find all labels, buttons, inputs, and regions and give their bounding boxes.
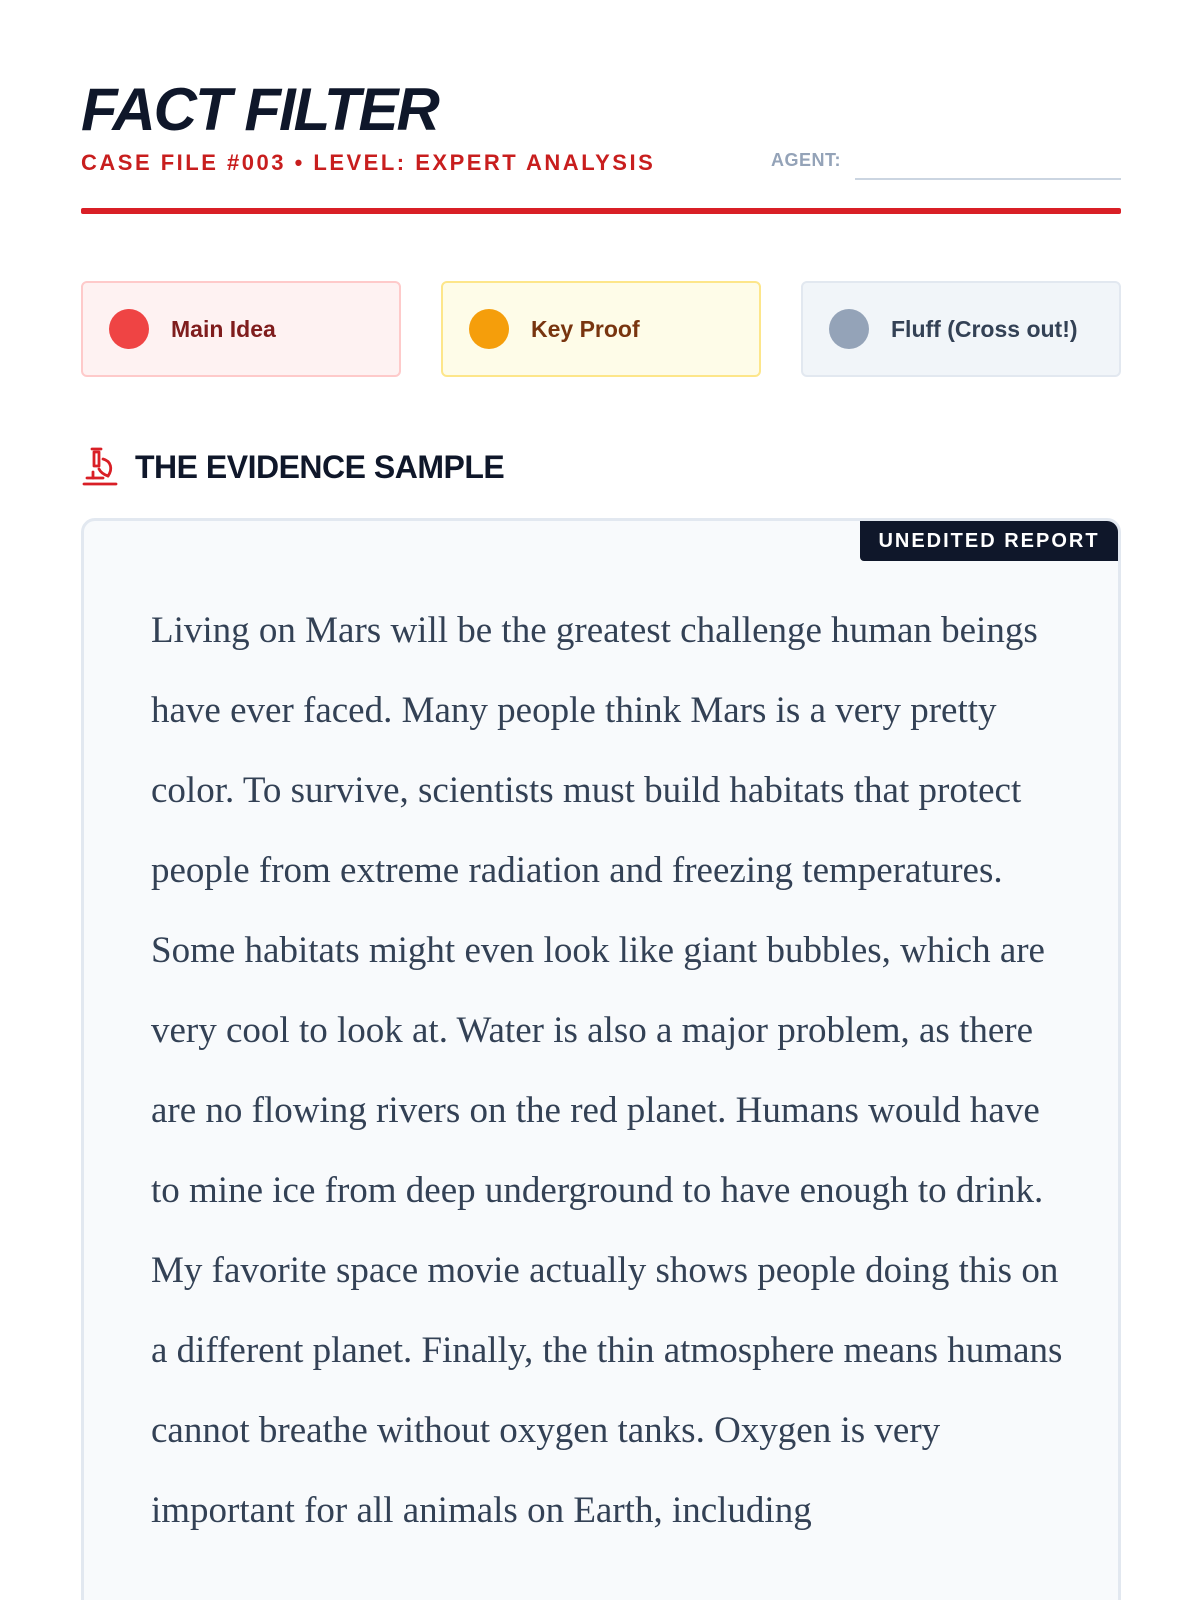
section-title: THE EVIDENCE SAMPLE [135, 448, 505, 485]
legend-label: Main Idea [171, 315, 276, 342]
agent-name-field[interactable] [855, 178, 1121, 180]
legend-label: Key Proof [531, 315, 640, 342]
legend-fluff [801, 281, 1121, 377]
gray-dot-icon [829, 309, 869, 349]
legend-label: Fluff (Cross out!) [891, 315, 1078, 342]
legend-key-proof [441, 281, 761, 377]
evidence-panel [81, 518, 1121, 1600]
evidence-text[interactable]: Living on Mars will be the greatest challenge human beings have ever faced. Many people think Mars is a very pretty color. To survive, scientists must build habitats that protect people from extreme radiation and freezing temperatures. Some habitats might even look like giant bubbles, which are very cool to look at. Water is also a major problem, as there are no flowing rivers on the red planet. Humans would have to mine ice from deep underground to have enough to drink. My favorite space movie actually shows people doing this on a different planet. Finally, the thin atmosphere means humans cannot breathe without oxygen tanks. Oxygen is very important for all animals on Earth, including [151, 610, 1063, 1531]
legend-main-idea [81, 281, 401, 377]
microscope-icon [81, 447, 119, 487]
case-file-subtitle: CASE FILE #003 • LEVEL: EXPERT ANALYSIS [81, 150, 656, 175]
yellow-dot-icon [469, 309, 509, 349]
page-title: FACT FILTER [81, 76, 438, 143]
section-header [81, 446, 504, 488]
unedited-report-badge: UNEDITED REPORT [860, 521, 1118, 561]
red-dot-icon [109, 309, 149, 349]
header-divider [81, 208, 1121, 214]
agent-label: AGENT: [771, 150, 841, 170]
